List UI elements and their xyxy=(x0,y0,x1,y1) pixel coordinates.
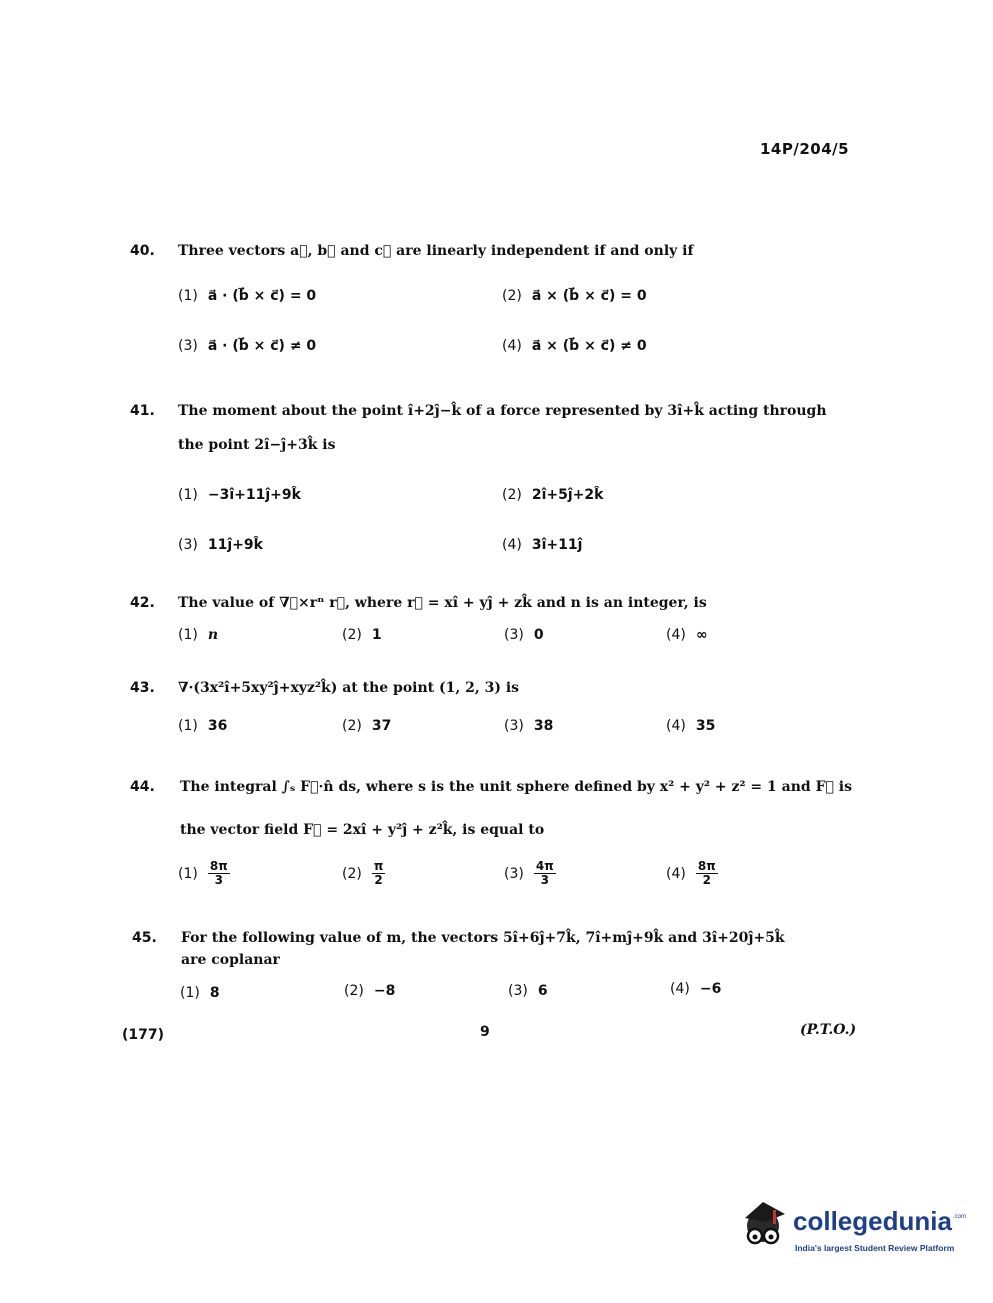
question-number: 40. xyxy=(130,243,155,259)
option: (3) a⃗ · (b⃗ × c⃗) ≠ 0 xyxy=(178,338,317,354)
option: (3) $\frac{4\pi}{3}$ xyxy=(504,859,554,887)
collegedunia-logo xyxy=(735,1196,965,1266)
option: (2) −8 xyxy=(344,983,396,999)
question-number: 44. xyxy=(130,779,155,795)
option: (2) 1 xyxy=(342,627,382,643)
option: (1) $\frac{8\pi}{3}$ xyxy=(178,859,228,887)
question-text: Three vectors a⃗, b⃗ and c⃗ are linearly independent if and only if xyxy=(178,243,694,259)
option: (1) −3î+11ĵ+9k̂ xyxy=(178,487,301,503)
paper-code: 14P/204/5 xyxy=(760,140,850,158)
option: (1) a⃗ · (b⃗ × c⃗) = 0 xyxy=(178,288,317,304)
page-number: 9 xyxy=(480,1024,490,1040)
question-number: 43. xyxy=(130,680,155,696)
question-text-cont: the vector field F⃗ = 2xî + y²ĵ + z²k̂, is equal to xyxy=(180,822,545,838)
question-number: 45. xyxy=(132,930,157,946)
logo-suffix: .com xyxy=(953,1214,967,1220)
option: (2) a⃗ × (b⃗ × c⃗) = 0 xyxy=(502,288,647,304)
option: (3) 38 xyxy=(504,718,554,734)
logo-wordmark: collegedunia xyxy=(793,1206,952,1236)
option: (3) 6 xyxy=(508,983,548,999)
footer-code: (177) xyxy=(122,1027,165,1043)
question-text: For the following value of m, the vectors 5î+6ĵ+7k̂, 7î+mĵ+9k̂ and 3î+20ĵ+5k̂ xyxy=(181,930,785,946)
option: (4) a⃗ × (b⃗ × c⃗) ≠ 0 xyxy=(502,338,647,354)
option: (3) 0 xyxy=(504,627,544,643)
question-text: The value of ∇⃗×rⁿ r⃗, where r⃗ = xî + yĵ + zk̂ and n is an integer, is xyxy=(178,595,707,611)
option: (3) 11ĵ+9k̂ xyxy=(178,537,263,553)
option: (1) 36 xyxy=(178,718,228,734)
option: (4) ∞ xyxy=(666,627,708,643)
mascot-icon xyxy=(735,1196,795,1266)
question-text: The moment about the point î+2ĵ−k̂ of a force represented by 3î+k̂ acting through xyxy=(178,403,827,419)
question-text: ∇·(3x²î+5xy²ĵ+xyz²k̂) at the point (1, 2, 3) is xyxy=(178,680,520,696)
option: (1) n xyxy=(178,627,219,643)
option: (4) 3î+11ĵ xyxy=(502,537,583,553)
option: (2) 37 xyxy=(342,718,392,734)
question-text: The integral ∫ₛ F⃗·n̂ ds, where s is the unit sphere defined by x² + y² + z² = 1 and F⃗ is xyxy=(180,779,852,795)
question-text-cont: are coplanar xyxy=(181,952,280,968)
question-text-cont: the point 2î−ĵ+3k̂ is xyxy=(178,437,336,453)
question-number: 42. xyxy=(130,595,155,611)
question-number: 41. xyxy=(130,403,155,419)
option: (2) $\frac{\pi}{2}$ xyxy=(342,859,384,887)
option: (4) $\frac{8\pi}{2}$ xyxy=(666,859,716,887)
option: (1) 8 xyxy=(180,985,220,1001)
pto-note: (P.T.O.) xyxy=(800,1022,857,1038)
logo-tagline: India's largest Student Review Platform xyxy=(795,1243,955,1253)
option: (4) 35 xyxy=(666,718,716,734)
option: (2) 2î+5ĵ+2k̂ xyxy=(502,487,604,503)
option: (4) −6 xyxy=(670,981,722,997)
